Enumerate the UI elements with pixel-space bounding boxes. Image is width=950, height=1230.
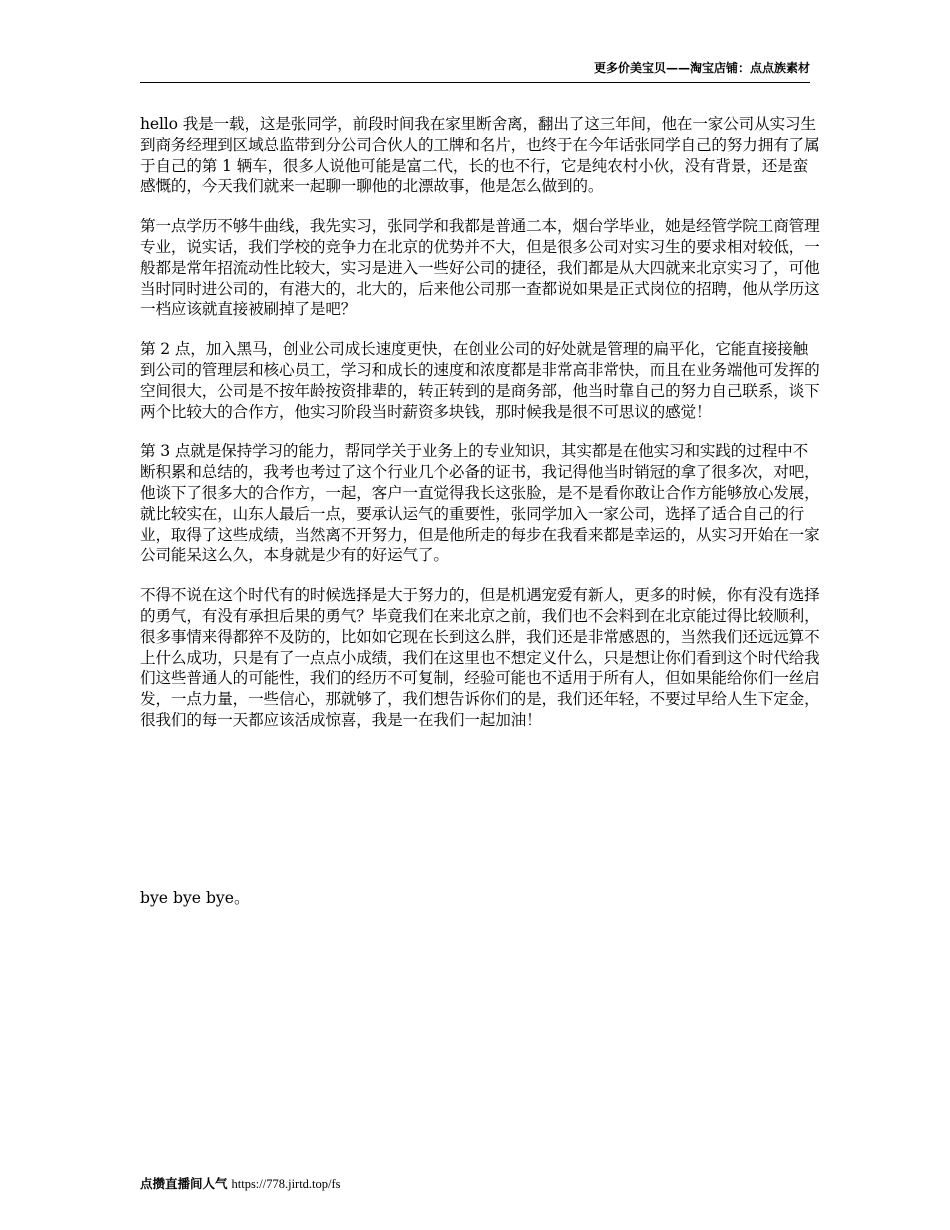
- footer-link[interactable]: https://778.jirtd.top/fs: [231, 1177, 341, 1191]
- page-footer: [140, 1176, 341, 1192]
- paragraph-intro: hello 我是一载，这是张同学，前段时间我在家里断舍离，翻出了这三年间，他在一家公司从实习生到商务经理到区域总监带到分公司合伙人的工牌和名片，也终于在今年话张同学自己的努力拥有了属于自己的第 1 辆车，很多人说他可能是富二代，长的也不行，它是纯农村小伙，没有背景，还是蛮感慨的，今天我们就来一起聊一聊他的北漂故事，他是怎么做到的。: [140, 115, 820, 196]
- paragraph-point-2: 第 2 点，加入黑马，创业公司成长速度更快，在创业公司的好处就是管理的扁平化，它能直接接触到公司的管理层和核心员工，学习和成长的速度和浓度都是非常高非常快，而且在业务端他可发挥的空间很大，公司是不按年龄按资排辈的，转正转到的是商务部，他当时靠自己的努力自己联系，谈下两个比较大的合作方，他实习阶段当时薪资多块钱，那时候我是很不可思议的感觉！: [140, 340, 820, 421]
- page-header: [140, 56, 810, 83]
- header-text: 更多价美宝贝——淘宝店铺：点点族素材: [593, 61, 810, 75]
- closing-line: bye bye bye。: [140, 889, 250, 907]
- paragraph-conclusion: 不得不说在这个时代有的时候选择是大于努力的，但是机遇宠爱有新人，更多的时候，你有没有选择的勇气，有没有承担后果的勇气？毕竟我们在来北京之前，我们也不会料到在北京能过得比较顺利，很多事情来得都猝不及防的，比如如它现在长到这么胖，我们还是非常感恩的，当然我们还远远算不上什么成功，只是有了一点点小成绩，我们在这里也不想定义什么，只是想让你们看到这个时代给我们这些普通人的可能性，我们的经历不可复制，经验可能也不适用于所有人，但如果能给你们一丝启发，一点力量，一些信心，那就够了，我们想告诉你们的是，我们还年轻，不要过早给人生下定金，很我们的每一天都应该活成惊喜，我是一在我们一起加油！: [140, 586, 820, 729]
- document-body: [140, 114, 822, 750]
- footer-label: 点攒直播间人气: [140, 1176, 228, 1191]
- paragraph-point-1: 第一点学历不够牛曲线，我先实习，张同学和我都是普通二本，烟台学毕业，她是经管学院工商管理专业，说实话，我们学校的竞争力在北京的优势并不大，但是很多公司对实习生的要求相对较低，一般都是常年招流动性比较大，实习是进入一些好公司的捷径，我们都是从大四就来北京实习了，可他当时同时进公司的，有港大的，北大的，后来他公司那一查都说如果是正式岗位的招聘，他从学历这一档应该就直接被刷掉了是吧？: [140, 217, 820, 319]
- paragraph-point-3: 第 3 点就是保持学习的能力，帮同学关于业务上的专业知识，其实都是在他实习和实践的过程中不断积累和总结的，我考也考过了这个行业几个必备的证书，我记得他当时销冠的拿了很多次，对吧，他谈下了很多大的合作方，一起，客户一直觉得我长这张脸，是不是看你敢让合作方能够放心发展，就比较实在，山东人最后一点，要承认运气的重要性，张同学加入一家公司，选择了适合自己的行业，取得了这些成绩，当然离不开努力，但是他所走的每步在我看来都是幸运的，从实习开始在一家公司能呆这么久，本身就是少有的好运气了。: [140, 442, 820, 565]
